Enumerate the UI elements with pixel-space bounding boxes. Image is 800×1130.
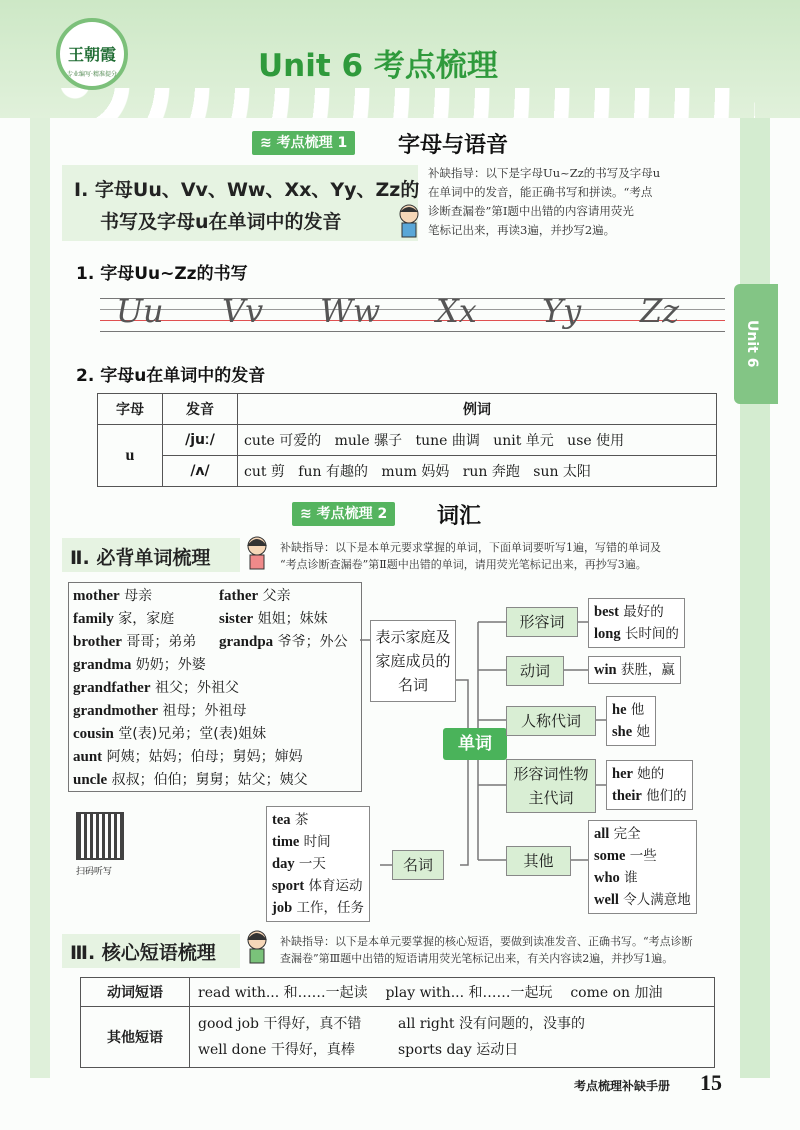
side-tab-label: Unit 6 <box>744 320 760 368</box>
tip-line: “考点诊断查漏卷”第Ⅱ题中出错的单词，请用荧光笔标记出来，再抄写3遍。 <box>280 558 647 571</box>
student-avatar-icon <box>244 930 270 964</box>
section1-banner: ≋ 考点梳理 1 <box>252 131 355 155</box>
example-word: cut 剪 <box>244 464 285 480</box>
category-leaf: win 获胜，赢 <box>588 656 681 684</box>
vocab-item: mother 母亲 <box>73 588 153 604</box>
family-nouns-node: 表示家庭及家庭成员的名词 <box>370 620 456 702</box>
phrase: come on 加油 <box>570 985 663 1001</box>
letter-pair: Uu <box>116 292 164 330</box>
subheading-letter-writing: 1. 字母Uu~Zz的书写 <box>76 264 248 284</box>
category-node: 其他 <box>506 846 571 876</box>
category-leaf: her 她的 their 他们的 <box>606 760 693 810</box>
category-node: 人称代词 <box>506 706 596 736</box>
tip-line: 笔标记出来，再读3遍，并抄写2遍。 <box>428 223 616 237</box>
vocab-item: sister 姐姐；妹妹 <box>219 611 328 627</box>
vocab-item: aunt 阿姨；姑妈；伯母；舅妈；婶妈 <box>73 749 303 765</box>
example-word: cute 可爱的 <box>244 433 322 449</box>
example-word: fun 有趣的 <box>298 464 368 480</box>
phrase: read with... 和……一起读 <box>198 985 368 1001</box>
table-sound: /juː/ <box>163 425 238 456</box>
table-letter: u <box>98 425 163 487</box>
letter-pair: Xx <box>436 292 477 330</box>
category-node: 形容词 <box>506 607 578 637</box>
page-title: Unit 6 考点梳理 <box>258 48 498 84</box>
section2-banner: ≋ 考点梳理 2 <box>292 502 395 526</box>
tip-line: 补缺指导：以下是字母Uu~Zz的书写及字母u <box>428 166 661 180</box>
letter-pair: Ww <box>320 292 381 330</box>
tip-line: 补缺指导：以下是本单元要求掌握的单词，下面单词要听写1遍，写错的单词及 <box>280 541 661 554</box>
phrase: good job 干得好，真不错 <box>198 1016 362 1032</box>
vocab-item: cousin 堂(表)兄弟；堂(表)姐妹 <box>73 726 267 742</box>
phrase-row-label: 动词短语 <box>81 978 190 1007</box>
noun-leaf: tea 茶 time 时间 day 一天 sport 体育运动 job 工作，任务 <box>266 806 370 922</box>
table-header: 字母 <box>98 394 163 425</box>
letter-pair: Vv <box>222 292 264 330</box>
vocab-item: grandmother 祖母；外祖母 <box>73 703 247 719</box>
example-word: unit 单元 <box>493 433 554 449</box>
part3-heading: Ⅲ. 核心短语梳理 <box>70 942 216 964</box>
table-header: 例词 <box>238 394 717 425</box>
section2-banner-label: 考点梳理 2 <box>316 506 388 522</box>
vocab-item: father 父亲 <box>219 588 291 604</box>
phrase: sports day 运动日 <box>398 1042 519 1058</box>
part1-heading-line2: 书写及字母u在单词中的发音 <box>100 211 342 233</box>
category-leaf: best 最好的 long 长时间的 <box>588 598 685 648</box>
category-leaf: he 他 she 她 <box>606 696 656 746</box>
section2-title: 词汇 <box>437 504 482 529</box>
example-word: use 使用 <box>567 433 625 449</box>
table-sound: /ʌ/ <box>163 456 238 487</box>
phrase: play with... 和……一起玩 <box>385 985 553 1001</box>
category-node: 形容词性物主代词 <box>506 759 596 813</box>
noun-node: 名词 <box>392 850 444 880</box>
tip-line: 在单词中的发音，能正确书写和拼读。“考点 <box>428 185 653 199</box>
table-header: 发音 <box>163 394 238 425</box>
subheading-u-sound: 2. 字母u在单词中的发音 <box>76 366 266 386</box>
phrase: well done 干得好，真棒 <box>198 1042 355 1058</box>
category-leaf: all 完全 some 一些 who 谁 well 令人满意地 <box>588 820 697 914</box>
letter-pair: Zz <box>640 292 680 330</box>
vocab-item: uncle 叔叔；伯伯；舅舅；姑父；姨父 <box>73 772 308 788</box>
example-word: run 奔跑 <box>462 464 520 480</box>
vocab-item: brother 哥哥；弟弟 <box>73 634 197 650</box>
phrases-table <box>80 977 715 1068</box>
page-number: 15 <box>700 1070 722 1095</box>
section1-title: 字母与语音 <box>398 133 509 158</box>
tip-line: 查漏卷”第Ⅲ题中出错的短语请用荧光笔标记出来，有关内容读2遍，并抄写1遍。 <box>280 952 674 965</box>
vocab-item: grandpa 爷爷；外公 <box>219 634 348 650</box>
phrase-cell <box>190 1007 715 1068</box>
example-word: mum 妈妈 <box>381 464 450 480</box>
vocab-item: grandma 奶奶；外婆 <box>73 657 206 673</box>
qr-code[interactable] <box>76 812 124 860</box>
qr-label: 扫码听写 <box>76 867 113 877</box>
tip-line: 诊断查漏卷”第Ⅰ题中出错的内容请用荧光 <box>428 204 634 218</box>
vocab-item: family 家，家庭 <box>73 611 175 627</box>
section1-banner-label: 考点梳理 1 <box>276 135 348 151</box>
example-word: mule 骡子 <box>334 433 403 449</box>
logo-text: 王朝霞 <box>67 45 116 64</box>
vocab-item: grandfather 祖父；外祖父 <box>73 680 239 696</box>
mindmap-center-node: 单词 <box>443 728 507 760</box>
part3-tip <box>280 933 732 967</box>
part2-heading: Ⅱ. 必背单词梳理 <box>70 547 211 569</box>
category-node: 动词 <box>506 656 564 686</box>
part1-heading-line1: Ⅰ. 字母Uu、Vv、Ww、Xx、Yy、Zz的 <box>74 179 420 201</box>
family-words-box <box>68 582 362 792</box>
footer-text: 考点梳理补缺手册 <box>574 1079 671 1093</box>
phrase-row-label: 其他短语 <box>81 1007 190 1068</box>
phrase: all right 没有问题的，没事的 <box>398 1016 585 1032</box>
letter-pair: Yy <box>542 292 582 330</box>
example-word: tune 曲调 <box>415 433 480 449</box>
example-word: sun 太阳 <box>533 464 591 480</box>
logo-subtext: 专业编写·精准提分 <box>67 71 117 78</box>
phrase-cell <box>190 978 715 1007</box>
tip-line: 补缺指导：以下是本单元要掌握的核心短语，要做到读准发音、正确书写。“考点诊断 <box>280 935 693 948</box>
